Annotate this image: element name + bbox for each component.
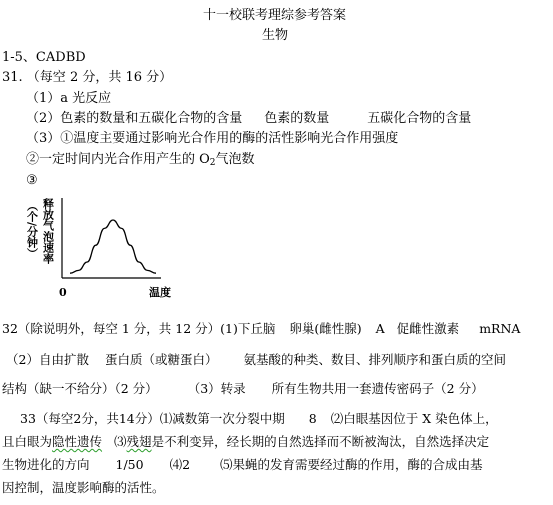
q32-line1-a: 32（除说明外，每空 1 分，共 12 分）(1)下丘脑 [2,321,276,336]
q33-line2-c: ⑶ [114,434,127,449]
q33-line3-a: 生物进化的方向 [2,457,90,472]
q33-line3 [2,457,483,473]
title-text: 十一校联考理综参考答案 [203,8,347,23]
q32-line3-a: 结构（缺一不给分）（2 分） [2,381,158,396]
q32-line1-c: A [375,321,385,336]
q32-line2-b: 蛋白质（或糖蛋白） [104,352,218,367]
q31-part2 [26,111,471,127]
q31-part3b-sub: 2 [209,158,216,168]
doc-title [203,8,346,24]
chart-xlabel: 温度 [149,286,171,299]
q31-part3b-post: 气泡数 [215,152,255,167]
series-line [70,220,156,273]
q33-line4: 因控制，温度影响酶的活性。 [2,480,165,495]
q31-part3a: （3）①温度主要通过影响光合作用的酶的活性影响光合作用强度 [26,131,399,146]
q33-line1-c: ⑵白眼基因位于 X 染色体上， [330,411,498,426]
q33-line3-d: ⑸果蝇的发育需要经过酶的作用，酶的合成由基 [220,457,483,472]
q31-part3b-pre: ②一定时间内光合作用产生的 O [26,152,210,167]
q33-line3-b: 1/50 [115,457,144,472]
q33-line1 [20,411,498,427]
q33-line2-d: 残翅 [126,434,152,449]
q32-line3 [2,381,484,397]
q33-line2 [2,434,489,450]
chart-ylabel-paren: （个/分钟） [25,200,39,260]
answer-1-5: 1-5、CADBD [2,50,86,65]
q32-line1-b: 卵巢(雌性腺) [289,321,362,336]
q32-line1-e: mRNA [479,321,521,336]
q31-part1: （1）a 光反应 [26,91,112,106]
subject-title: 生物 [262,28,289,43]
q32-line3-b: （3）转录 [187,381,246,396]
q31-part3c: ③ [26,173,38,188]
q32-line3-c: 所有生物共用一套遗传密码子（2 分） [271,381,484,396]
chart-ylabel: 释放气泡速率 [41,198,55,264]
q31-part2-a: （2）色素的数量和五碳化合物的含量 [26,111,243,126]
q33-line1-b: 8 [308,411,317,426]
q31-part2-b: 色素的数量 [264,111,330,126]
q32-line2 [6,352,506,368]
q33-line2-e: 是不利变异，经长期的自然选择而不断被淘汰，自然选择决定 [151,434,490,449]
chart-origin: 0 [59,286,67,299]
q33-line3-c: ⑷2 [169,457,191,472]
q31-header: 31. （每空 2 分，共 16 分） [2,70,173,85]
q33-line1-a: 33（每空2分，共14分）⑴减数第一次分裂中期 [20,411,285,426]
q33-line2-a: 且白眼为 [2,434,53,449]
q33-line2-b: 隐性遗传 [52,434,103,449]
temperature-chart [26,196,186,306]
q32-line2-c: 氨基酸的种类、数目、排列顺序和蛋白质的空间 [243,352,506,367]
q32-line2-a: （2）自由扩散 [6,352,89,367]
q31-part3b [26,152,255,171]
q32-line1 [2,321,520,337]
q31-part2-c: 五碳化合物的含量 [367,111,472,126]
q32-line1-d: 促雌性激素 [396,321,460,336]
